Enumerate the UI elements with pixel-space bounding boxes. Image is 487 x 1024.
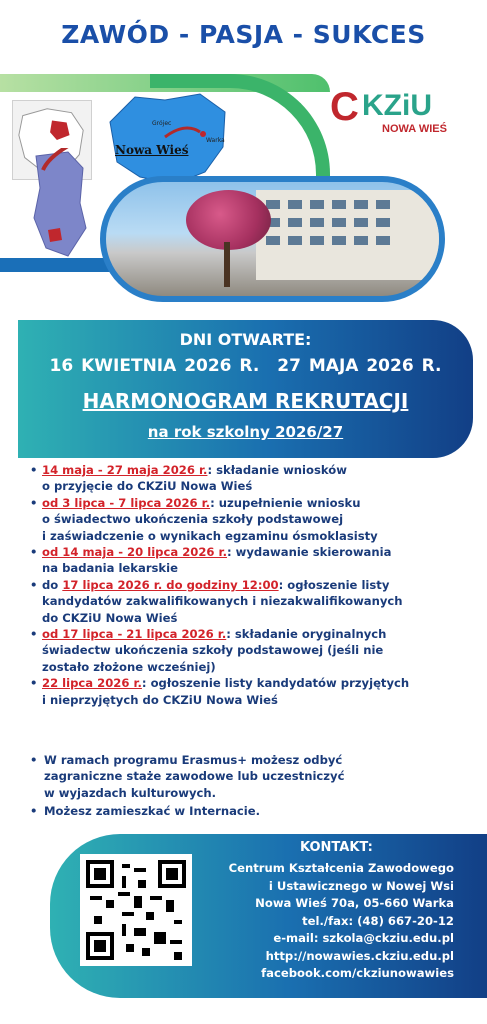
schedule-date: od 17 lipca - 21 lipca 2026 r. <box>42 627 227 642</box>
grojec-label: Grójec <box>152 120 172 127</box>
contact-title: KONTAKT: <box>300 840 373 855</box>
schedule-text: : składanie wniosków <box>207 463 347 477</box>
extra-item <box>30 803 470 819</box>
schedule-item <box>30 577 470 626</box>
schedule-date: 22 lipca 2026 r. <box>42 676 142 691</box>
schedule-text: do CKZiU Nowa Wieś <box>42 610 178 625</box>
schedule-text: i nieprzyjętych do CKZiU Nowa Wieś <box>42 692 278 707</box>
schedule-item <box>30 544 470 577</box>
contact-details <box>194 860 454 983</box>
schedule-text: świadectw ukończenia szkoły podstawowej (jeśli nie <box>42 643 384 658</box>
schedule-text: na badania lekarskie <box>42 561 178 576</box>
website-link[interactable]: http://nowawies.ckziu.edu.pl <box>265 948 454 963</box>
schedule-date: 14 maja - 27 maja 2026 r. <box>42 463 208 477</box>
email-link[interactable]: e-mail: szkola@ckziu.edu.pl <box>273 931 454 945</box>
logo-name: KZiU <box>362 89 432 122</box>
schedule-date: od 3 lipca - 7 lipca 2026 r. <box>42 495 211 510</box>
schedule-text: zostało złożone wcześniej) <box>42 659 216 674</box>
school-name-line-1: Centrum Kształcenia Zawodowego <box>228 861 454 875</box>
extra-item <box>30 752 470 801</box>
schedule-item <box>30 462 470 495</box>
schedule-text: i zaświadczenie o wynikach egzaminu ósmoklasisty <box>42 528 378 543</box>
recruitment-subtitle: na rok szkolny 2026/27 <box>147 423 344 441</box>
school-building-photo <box>100 176 445 302</box>
schedule-text: : wydawanie skierowania <box>226 545 392 560</box>
extra-text: w wyjazdach kulturowych. <box>44 785 217 800</box>
schedule-item <box>30 495 470 544</box>
school-name-line-2: i Ustawicznego w Nowej Wsi <box>268 878 454 893</box>
region-map-image <box>28 148 88 263</box>
schedule-text: : składanie oryginalnych <box>226 627 387 642</box>
schedule-date: od 14 maja - 20 lipca 2026 r. <box>42 545 227 560</box>
logo-subtitle: NOWA WIEŚ <box>382 123 447 135</box>
schedule-date: 17 lipca 2026 r. do godziny 12:00 <box>62 577 279 592</box>
schedule-text: kandydatów zakwalifikowanych i niezakwalifikowanych <box>42 594 403 609</box>
town-label: Nowa Wieś <box>115 143 189 157</box>
open-day-2: 27 MAJA 2026 R. <box>277 356 442 376</box>
schedule-item <box>30 626 470 675</box>
schedule-item <box>30 675 470 708</box>
address: Nowa Wieś 70a, 05-660 Warka <box>255 896 454 910</box>
ckziu-logo <box>330 85 470 145</box>
open-day-1: 16 KWIETNIA 2026 R. <box>49 356 260 376</box>
schedule-list <box>30 462 470 708</box>
page-title: ZAWÓD - PASJA - SUKCES <box>61 20 426 49</box>
extra-text: • W ramach programu Erasmus+ możesz odbyć <box>44 753 343 767</box>
schedule-text: o przyjęcie do CKZiU Nowa Wieś <box>42 479 253 494</box>
tree-illustration <box>186 190 271 250</box>
schedule-text: : ogłoszenie listy kandydatów przyjętych <box>141 676 410 691</box>
open-days-dates <box>18 356 473 376</box>
extras-list <box>30 752 470 822</box>
qr-code-image[interactable] <box>80 854 192 966</box>
extra-text: zagraniczne staże zawodowe lub uczestniczyć <box>44 769 345 784</box>
phone: tel./fax: (48) 667-20-12 <box>302 913 454 928</box>
open-days-title: DNI OTWARTE: <box>179 330 312 349</box>
schedule-text: o świadectwo ukończenia szkoły podstawowej <box>42 512 344 527</box>
schedule-text: : uzupełnienie wniosku <box>210 495 361 510</box>
extra-text: • Możesz zamieszkać w Internacie. <box>44 804 261 819</box>
warka-label: Warka <box>206 137 225 144</box>
schedule-prefix: do <box>42 577 63 592</box>
facebook-link[interactable]: facebook.com/ckziunowawies <box>261 966 454 980</box>
schedule-text: : ogłoszenie listy <box>278 577 390 592</box>
tree-trunk <box>224 242 230 287</box>
recruitment-title: HARMONOGRAM REKRUTACJI <box>82 389 409 413</box>
logo-mark: C <box>330 85 359 129</box>
building-illustration <box>256 190 445 280</box>
